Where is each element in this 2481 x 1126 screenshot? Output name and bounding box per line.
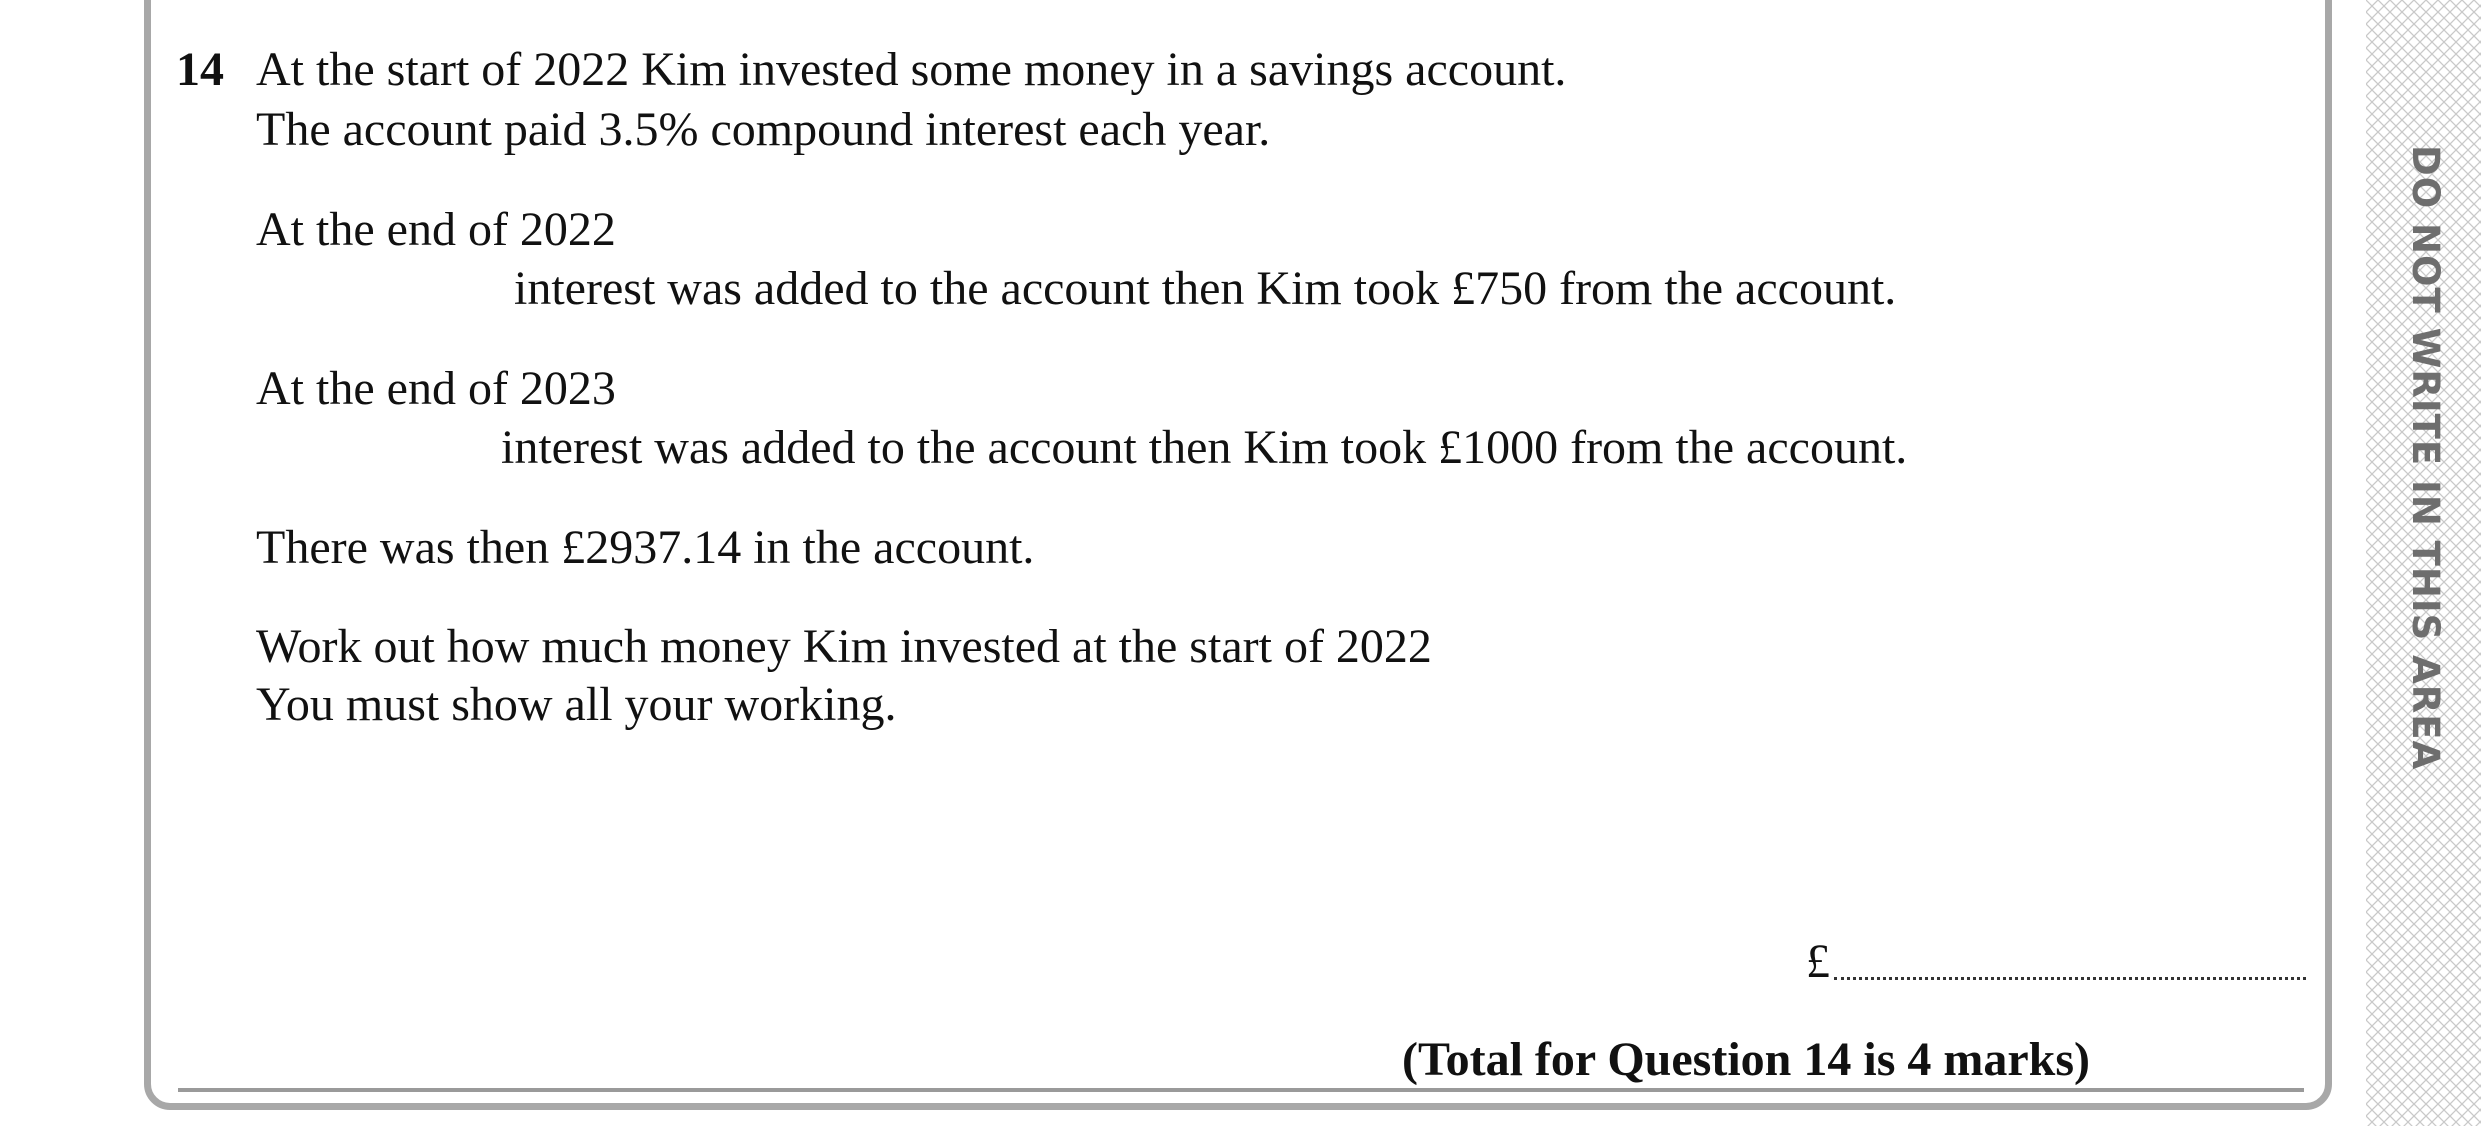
question-line-4: interest was added to the account then Kim took £750 from the account.: [514, 262, 1897, 315]
question-line-2: The account paid 3.5% compound interest each year.: [256, 103, 1271, 156]
question-line-8: Work out how much money Kim invested at the start of 2022: [256, 620, 1432, 673]
answer-currency-symbol: £: [1806, 935, 1830, 988]
question-total-marks: (Total for Question 14 is 4 marks): [1402, 1033, 2091, 1086]
question-line-3: At the end of 2022: [256, 203, 616, 256]
question-line-1: At the start of 2022 Kim invested some money in a savings account.: [256, 43, 1567, 96]
margin-warning-text: DO NOT WRITE IN THIS AREA: [2404, 145, 2447, 771]
question-line-6: interest was added to the account then Kim took £1000 from the account.: [501, 421, 1908, 474]
answer-dotted-line[interactable]: [1834, 977, 2306, 980]
answer-line[interactable]: [1806, 932, 2306, 992]
question-line-9: You must show all your working.: [256, 678, 897, 731]
question-number: 14: [176, 43, 224, 96]
bottom-rule: [178, 1088, 2304, 1092]
question-line-7: There was then £2937.14 in the account.: [256, 521, 1035, 574]
question-line-5: At the end of 2023: [256, 362, 616, 415]
